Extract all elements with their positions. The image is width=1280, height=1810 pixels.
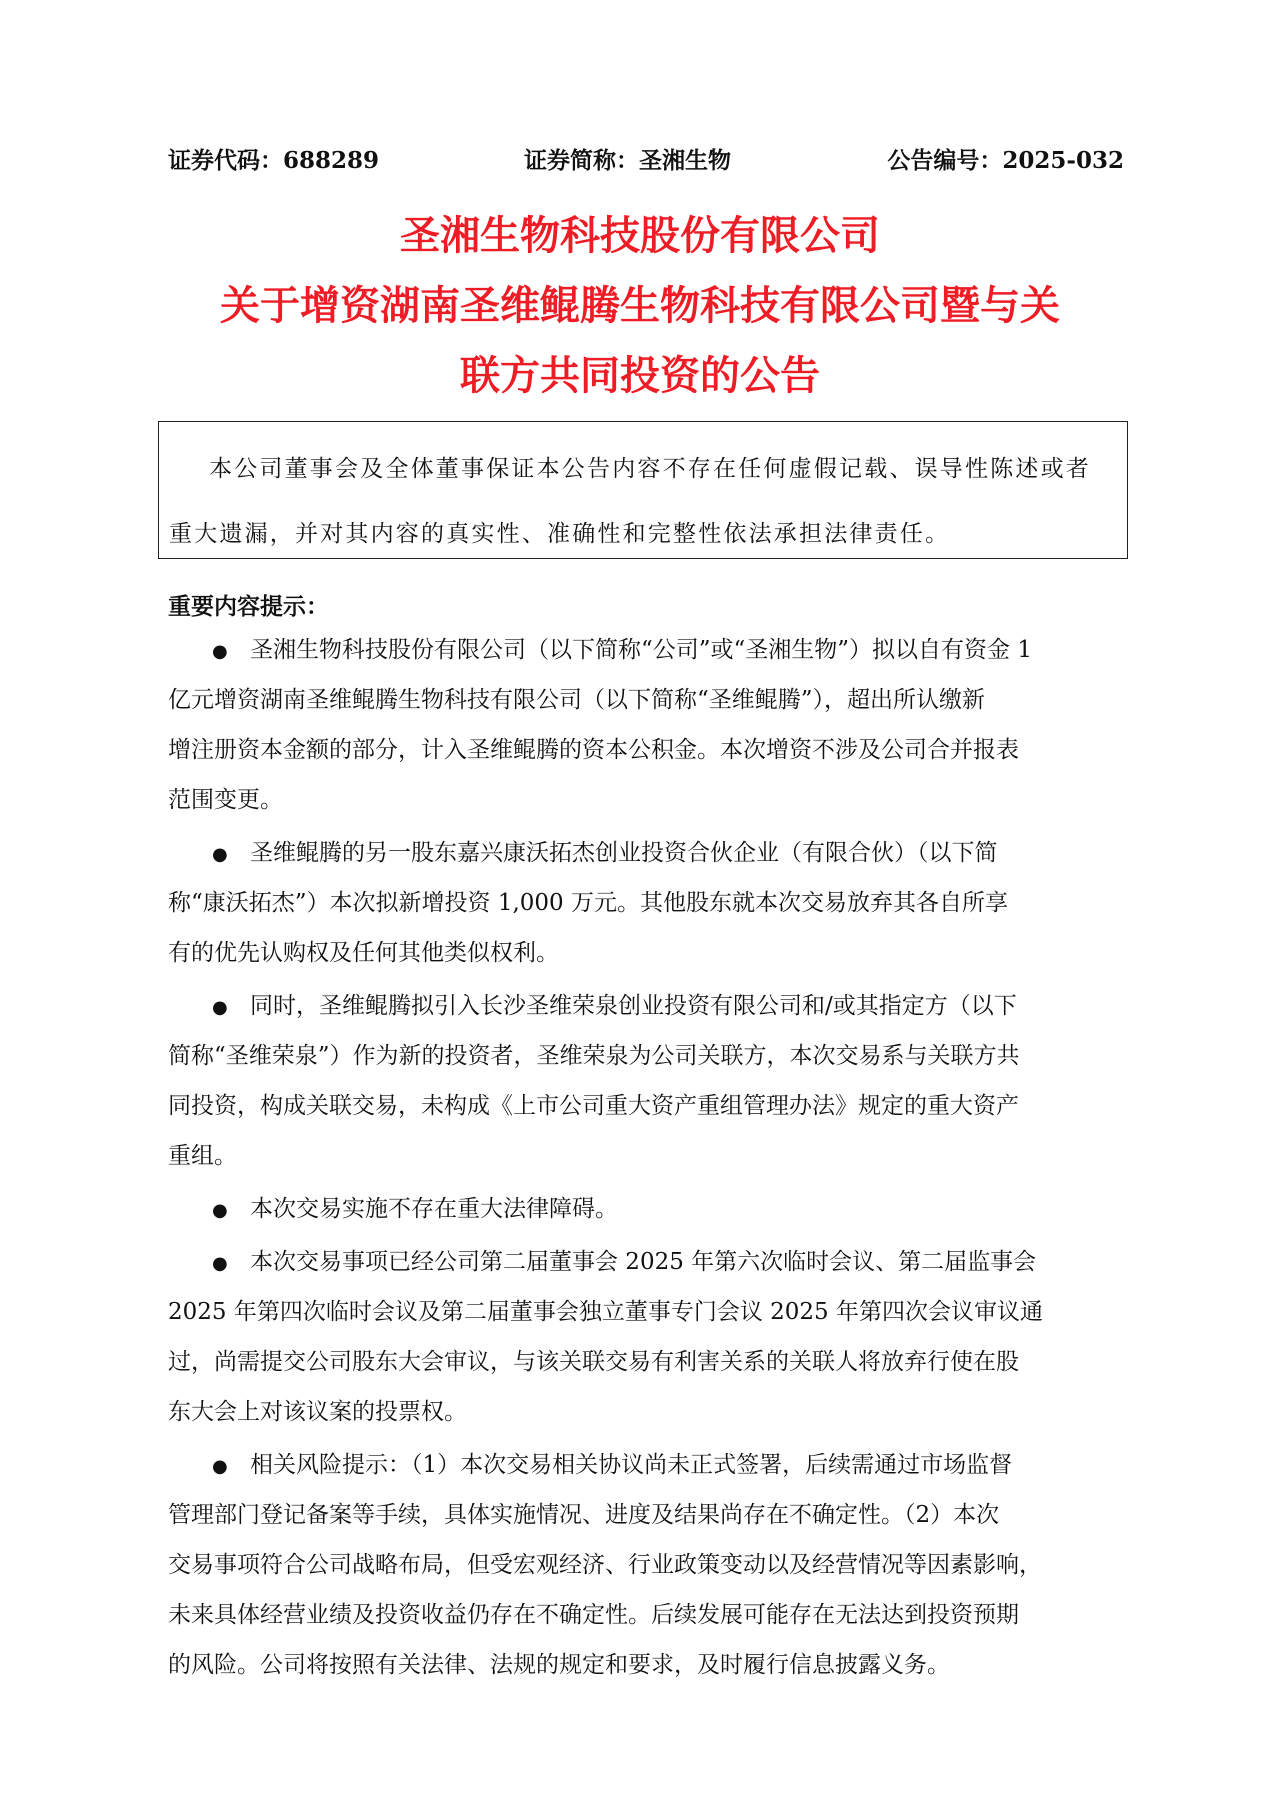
bullet-1-line-1: ● 圣湘生物科技股份有限公司（以下简称“公司”或“圣湘生物”）拟以自有资金 1 — [212, 633, 1032, 669]
title-line-1: 圣湘生物科技股份有限公司 — [400, 213, 880, 259]
bullet-dot-icon: ● — [212, 844, 228, 865]
bullet-4-line-1: ● 本次交易实施不存在重大法律障碍。 — [212, 1192, 618, 1228]
bullet-5-line-4: 东大会上对该议案的投票权。 — [168, 1399, 467, 1425]
bullet-6-line-5: 的风险。公司将按照有关法律、法规的规定和要求，及时履行信息披露义务。 — [168, 1652, 950, 1678]
bullet-3-line-3: 同投资，构成关联交易，未构成《上市公司重大资产重组管理办法》规定的重大资产 — [168, 1093, 1019, 1119]
bullet-1-line-4: 范围变更。 — [168, 787, 283, 813]
bullet-2-line-2: 称“康沃拓杰”）本次拟新增投资 1,000 万元。其他股东就本次交易放弃其各自所享 — [168, 890, 1008, 916]
announcement-number: 公告编号：2025-032 — [887, 147, 1124, 174]
title-line-2: 关于增资湖南圣维鲲腾生物科技有限公司暨与关 — [220, 283, 1060, 329]
bullet-6-line-2: 管理部门登记备案等手续，具体实施情况、进度及结果尚存在不确定性。（2）本次 — [168, 1502, 1000, 1528]
notice-line-2: 重大遗漏，并对其内容的真实性、准确性和完整性依法承担法律责任。 — [169, 521, 951, 547]
bullet-3-line-2: 简称“圣维荣泉”）作为新的投资者，圣维荣泉为公司关联方，本次交易系与关联方共 — [168, 1043, 1020, 1069]
bullet-dot-icon: ● — [212, 641, 228, 662]
security-code: 证券代码：688289 — [168, 147, 380, 174]
bullet-3-line-1: ● 同时，圣维鲲腾拟引入长沙圣维荣泉创业投资有限公司和/或其指定方（以下 — [212, 989, 1017, 1025]
bullet-2-line-3: 有的优先认购权及任何其他类似权利。 — [168, 940, 559, 966]
section-heading: 重要内容提示： — [168, 593, 329, 620]
title-line-3: 联方共同投资的公告 — [460, 353, 820, 399]
bullet-2-line-1: ● 圣维鲲腾的另一股东嘉兴康沃拓杰创业投资合伙企业（有限合伙）（以下简 — [212, 836, 998, 872]
bullet-5-line-1: ● 本次交易事项已经公司第二届董事会 2025 年第六次临时会议、第二届监事会 — [212, 1245, 1036, 1281]
bullet-6-line-4: 未来具体经营业绩及投资收益仍存在不确定性。后续发展可能存在无法达到投资预期 — [168, 1602, 1019, 1628]
bullet-1-line-3: 增注册资本金额的部分，计入圣维鲲腾的资本公积金。本次增资不涉及公司合并报表 — [168, 737, 1019, 763]
bullet-dot-icon: ● — [212, 997, 228, 1018]
bullet-dot-icon: ● — [212, 1200, 228, 1221]
board-notice-box — [158, 421, 1128, 559]
bullet-3-line-4: 重组。 — [168, 1143, 237, 1169]
bullet-dot-icon: ● — [212, 1456, 228, 1477]
bullet-5-line-3: 过，尚需提交公司股东大会审议，与该关联交易有利害关系的关联人将放弃行使在股 — [168, 1349, 1019, 1375]
bullet-dot-icon: ● — [212, 1253, 228, 1274]
header-meta — [168, 143, 1124, 179]
bullet-1-line-2: 亿元增资湖南圣维鲲腾生物科技有限公司（以下简称“圣维鲲腾”），超出所认缴新 — [168, 687, 986, 713]
bullet-6-line-1: ● 相关风险提示：（1）本次交易相关协议尚未正式签署，后续需通过市场监督 — [212, 1448, 1012, 1484]
notice-line-1: 本公司董事会及全体董事保证本公告内容不存在任何虚假记载、误导性陈述或者 — [209, 456, 1091, 482]
bullet-5-line-2: 2025 年第四次临时会议及第二届董事会独立董事专门会议 2025 年第四次会议审议通 — [168, 1299, 1043, 1325]
security-name: 证券简称：圣湘生物 — [524, 147, 731, 174]
bullet-6-line-3: 交易事项符合公司战略布局，但受宏观经济、行业政策变动以及经营情况等因素影响， — [168, 1552, 1042, 1578]
